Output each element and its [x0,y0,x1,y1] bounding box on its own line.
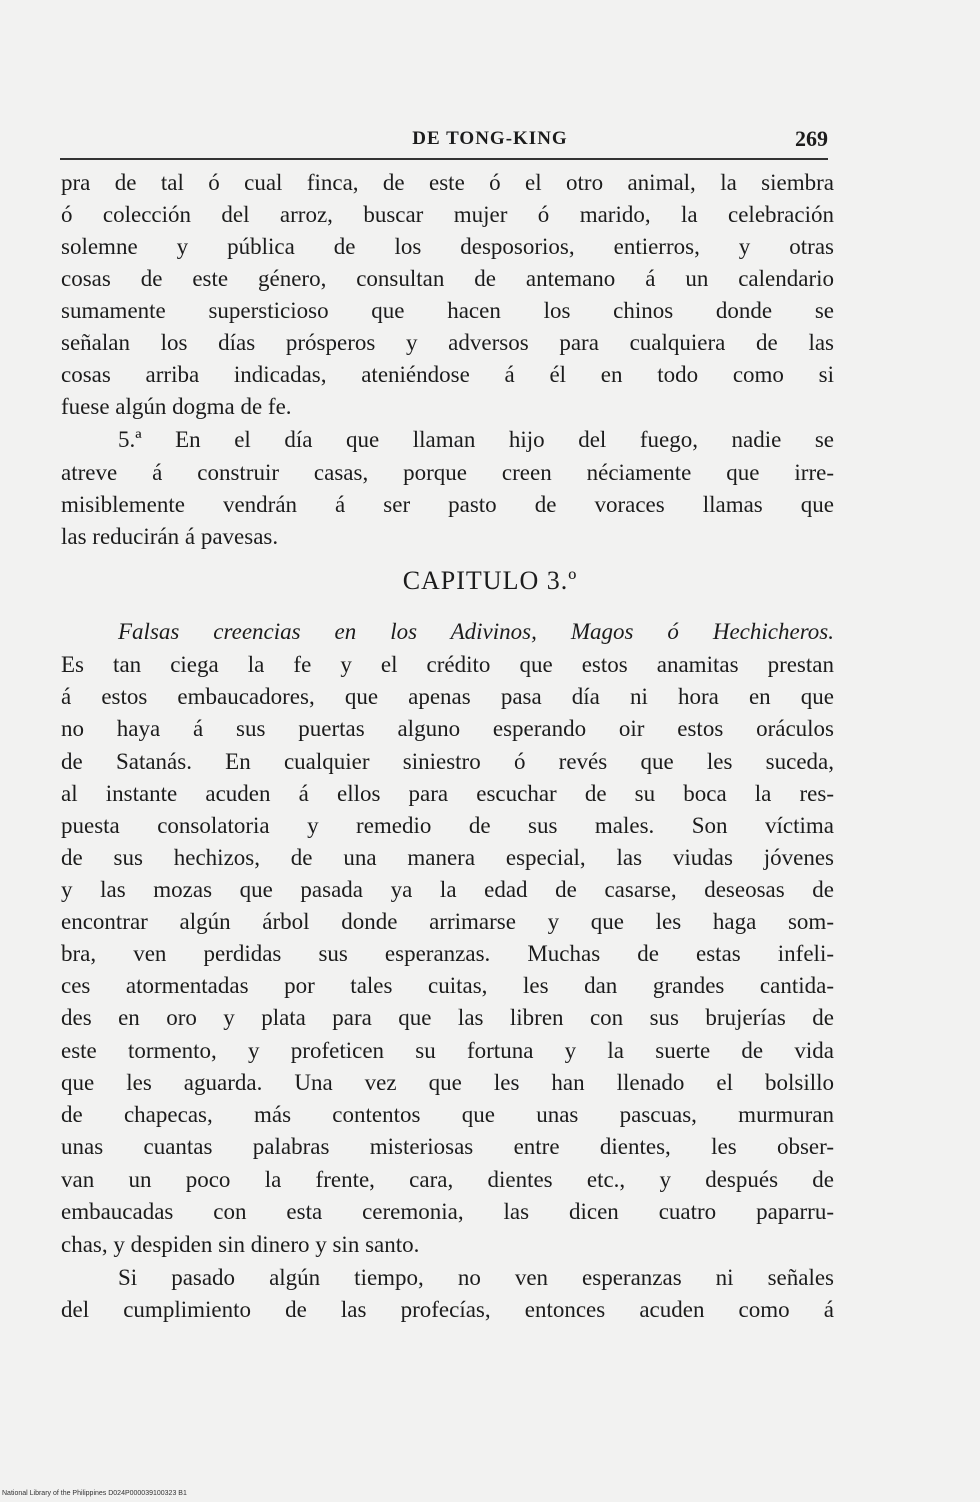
text-line: del cumplimiento de las profecías, entonces acuden como á [61,1297,834,1322]
text-line: á estos embaucadores, que apenas pasa día ni hora en que [61,684,834,709]
text-line: Si pasado algún tiempo, no ven esperanzas ni señales [118,1265,834,1290]
text-line: de chapecas, más contentos que unas pascuas, murmuran [61,1102,834,1127]
text-line: 5.ª En el día que llaman hijo del fuego, nadie se [118,427,834,452]
text-line: unas cuantas palabras misteriosas entre dientes, les obser- [61,1134,834,1159]
text-line: sumamente supersticioso que hacen los chinos donde se [61,298,834,323]
text-line: pra de tal ó cual finca, de este ó el otro animal, la siembra [61,170,834,195]
text-line: chas, y despiden sin dinero y sin santo. [61,1232,420,1257]
text-line: cosas arriba indicadas, ateniéndose á él en todo como si [61,362,834,387]
text-line: no haya á sus puertas alguno esperando oir estos oráculos [61,716,834,741]
text-line: y las mozas que pasada ya la edad de casarse, deseosas de [61,877,834,902]
text-line: que les aguarda. Una vez que les han llenado el bolsillo [61,1070,834,1095]
library-footer: National Library of the Philippines D024P000039100323 B1 [2,1490,187,1497]
chapter-title: CAPITULO 3.º [402,566,578,595]
text-line: ó colección del arroz, buscar mujer ó marido, la celebración [61,202,834,227]
text-line: este tormento, y profeticen su fortuna y la suerte de vida [61,1038,834,1063]
text-line: embaucadas con esta ceremonia, las dicen cuatro paparru- [61,1199,834,1224]
text-line: atreve á construir casas, porque creen néciamente que irre- [61,460,834,485]
header-rule [60,158,828,160]
text-line: de sus hechizos, de una manera especial, las viudas jóvenes [61,845,834,870]
text-line: encontrar algún árbol donde arrimarse y que les haga som- [61,909,834,934]
text-line: al instante acuden á ellos para escuchar de su boca la res- [61,781,834,806]
text-line: puesta consolatoria y remedio de sus males. Son víctima [61,813,834,838]
text-line: Es tan ciega la fe y el crédito que estos anamitas prestan [61,652,834,677]
text-line: ces atormentadas por tales cuitas, les dan grandes cantida- [61,973,834,998]
text-line: las reducirán á pavesas. [61,524,279,549]
text-line: des en oro y plata para que las libren con sus brujerías de [61,1005,834,1030]
section-heading: Falsas creencias en los Adivinos, Magos ó Hechicheros. [118,619,834,644]
text-line: señalan los días prósperos y adversos para cualquiera de las [61,330,834,355]
text-line: cosas de este género, consultan de antemano á un calendario [61,266,834,291]
text-line: bra, ven perdidas sus esperanzas. Muchas de estas infeli- [61,941,834,966]
text-line: de Satanás. En cualquier siniestro ó revés que les suceda, [61,749,834,774]
running-header: DE TONG-KING [412,128,568,149]
text-line: solemne y pública de los desposorios, entierros, y otras [61,234,834,259]
text-line: van un poco la frente, cara, dientes etc., y después de [61,1167,834,1192]
page-number: 269 [795,126,828,151]
text-line: fuese algún dogma de fe. [61,394,292,419]
text-line: misiblemente vendrán á ser pasto de voraces llamas que [61,492,834,517]
